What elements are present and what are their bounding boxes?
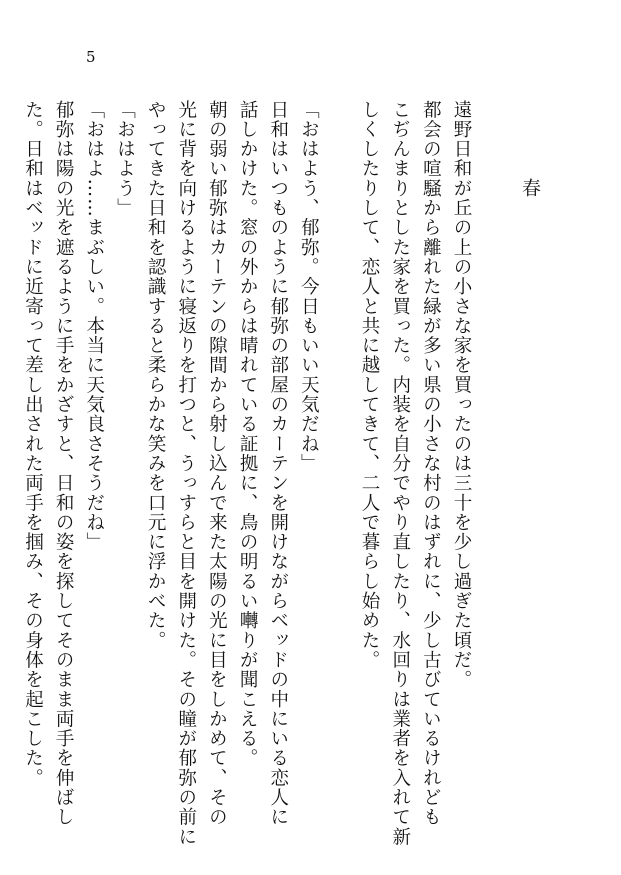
text-line: 都会の喧騒から離れた緑が多い県の小さな村のはずれに、少し古びているけれども bbox=[420, 100, 442, 828]
text-line: やってきた日和を認識すると柔らかな笑みを口元に浮かべた。 bbox=[145, 100, 167, 651]
text-line: た。日和はベッドに近寄って差し出された両手を掴み、その身体を起こした。 bbox=[22, 100, 44, 788]
text-line: 話しかけた。窓の外からは晴れている証拠に、鳥の明るい囀りが聞こえる。 bbox=[237, 100, 259, 769]
story-text bbox=[17, 100, 476, 847]
text-line: こぢんまりとした家を買った。内装を自分でやり直したり、水回りは業者を入れて新 bbox=[389, 100, 411, 847]
chapter-title: 春 bbox=[519, 178, 541, 197]
text-line: 「おはよう、郁弥。今日もいい天気だね」 bbox=[298, 100, 320, 474]
text-line: 郁弥は陽の光を遮るように手をかざすと、日和の姿を探してそのまま両手を伸ばし bbox=[53, 100, 75, 828]
text-line: 「おはよ……まぶしい。本当に天気良さそうだね」 bbox=[83, 100, 105, 552]
text-line: 「おはよう」 bbox=[114, 100, 136, 218]
text-line: しくしたりして、恋人と共に越してきて、二人で暮らし始めた。 bbox=[359, 100, 381, 670]
text-line: 日和はいつものように郁弥の部屋のカーテンを開けながらベッドの中にいる恋人に bbox=[267, 100, 289, 828]
text-line: 光に背を向けるように寝返りを打つと、うっすらと目を開けた。その瞳が郁弥の前に bbox=[175, 100, 197, 847]
page-number: 5 bbox=[86, 48, 96, 66]
text-line: 朝の弱い郁弥はカーテンの隙間から射し込んで来た太陽の光に目をしかめて、その bbox=[206, 100, 228, 828]
text-line: 遠野日和が丘の上の小さな家を買ったのは三十を少し過ぎた頃だ。 bbox=[451, 100, 472, 690]
blank-line bbox=[323, 100, 353, 840]
